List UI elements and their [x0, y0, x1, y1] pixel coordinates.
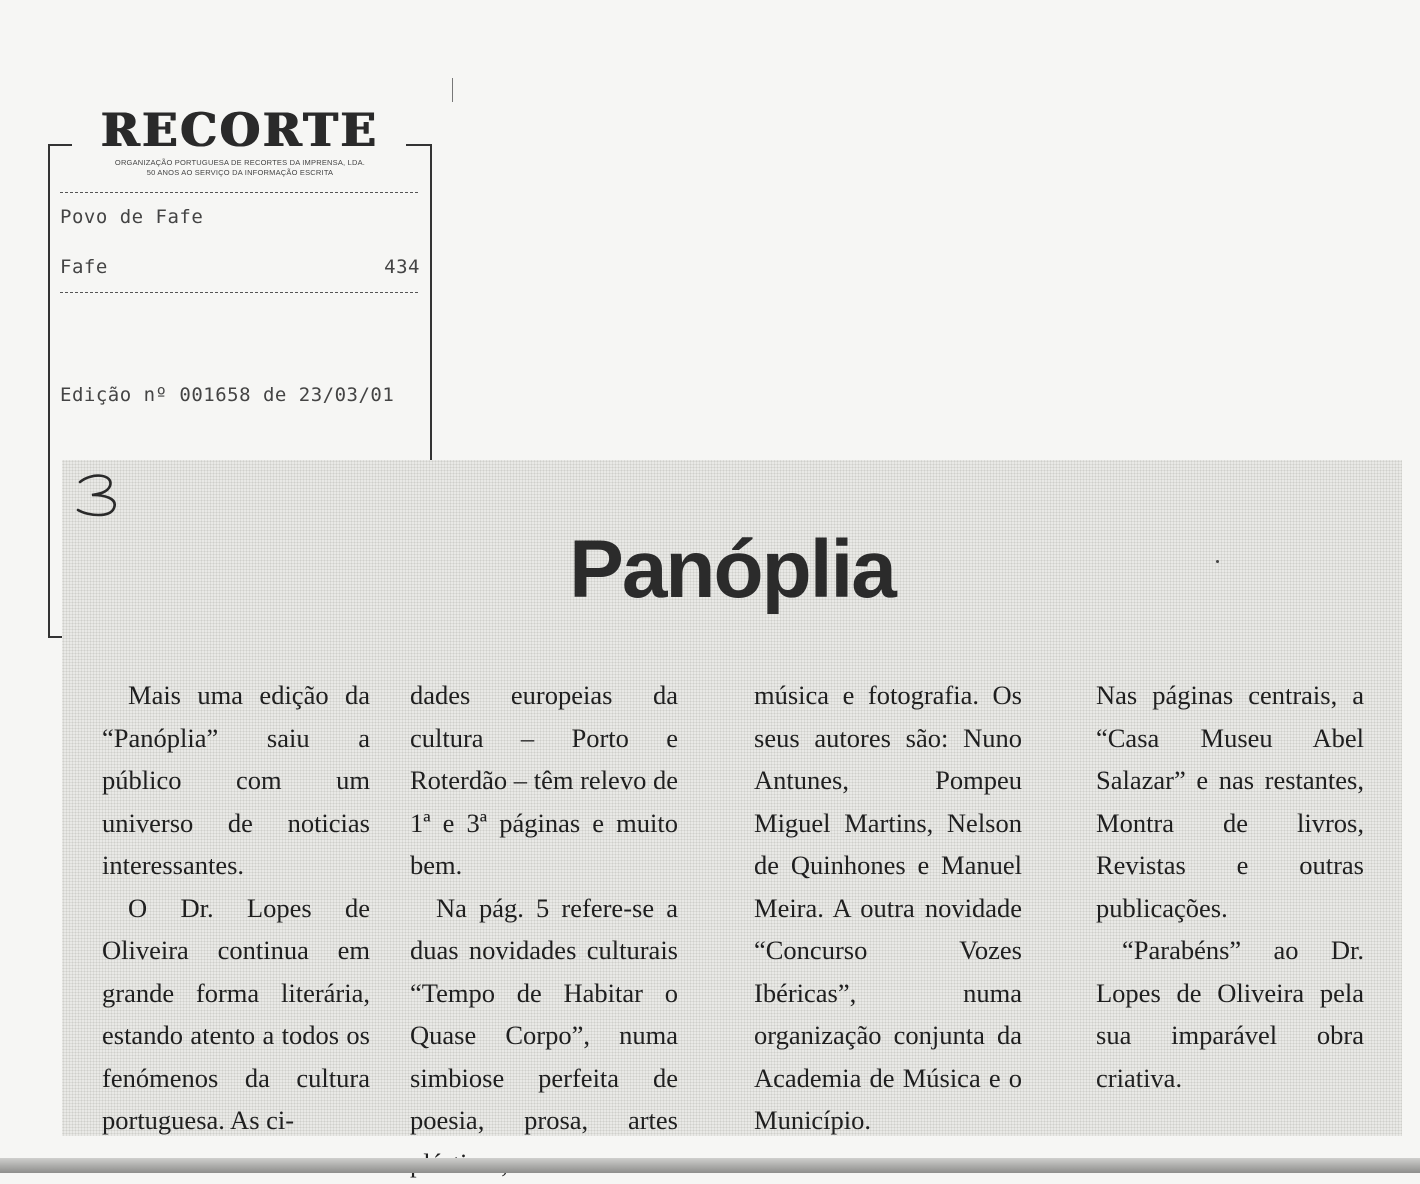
- stamp-edition-info: Edição nº 001658 de 23/03/01: [60, 384, 394, 406]
- stamp-brand-subtitle: ORGANIZAÇÃO PORTUGUESA DE RECORTES DA IMPRENSA, LDA.: [88, 158, 392, 167]
- paragraph: O Dr. Lopes de Oliveira continua em grande forma literária, estando atento a todos os fenómenos da cultura portuguesa. As ci-: [102, 887, 370, 1142]
- scan-bottom-edge: [0, 1158, 1420, 1173]
- paragraph: música e fotografia. Os seus autores são: Nuno Antunes, Pompeu Miguel Martins, Nelson de Quinhones e Manuel Meira. A outra novidade “Concurso Vozes Ibéricas”, numa organização conjunta da Academia de Música e o Município.: [754, 674, 1022, 1142]
- paragraph: Na pág. 5 refere-se a duas novidades culturais “Tempo de Habitar o Quase Corpo”, numa simbiose perfeita de poesia, prosa, artes: [410, 887, 678, 1184]
- stamp-publication-name: Povo de Fafe: [60, 206, 203, 228]
- handwritten-page-mark: [70, 466, 130, 522]
- stamp-brand-logo: RECORTE: [88, 106, 392, 154]
- article-column-1: [102, 674, 370, 1142]
- paragraph: Nas páginas centrais, a “Casa Museu Abel Salazar” e nas restantes, Montra de livros, Revistas e outras publicações.: [1096, 674, 1364, 929]
- stamp-publication-city: Fafe: [60, 256, 108, 278]
- stamp-divider-bottom: [60, 292, 418, 293]
- stamp-clipping-number: 434: [384, 256, 420, 278]
- article-column-3: [754, 674, 1022, 1142]
- article-panel: [62, 460, 1402, 1136]
- stamp-frame-top-right: [406, 144, 432, 146]
- article-column-4: [1096, 674, 1364, 1099]
- stamp-frame-top-left: [48, 144, 72, 146]
- stamp-divider-top: [60, 192, 418, 193]
- paragraph: “Parabéns” ao Dr. Lopes de Oliveira pela sua imparável obra criativa.: [1096, 929, 1364, 1099]
- margin-tick: [452, 78, 453, 102]
- print-speck: [1216, 560, 1219, 563]
- stamp-brand-tagline: 50 ANOS AO SERVIÇO DA INFORMAÇÃO ESCRITA: [88, 168, 392, 177]
- article-column-2: [410, 674, 678, 1184]
- paragraph: Mais uma edição da “Panóplia” saiu a público com um universo de noticias interessantes.: [102, 674, 370, 887]
- article-headline: Panóplia: [62, 522, 1402, 618]
- stamp-frame-left: [48, 144, 50, 638]
- paragraph: dades europeias da cultura – Porto e Roterdão – têm relevo de 1ª e 3ª páginas e muito bem.: [410, 674, 678, 887]
